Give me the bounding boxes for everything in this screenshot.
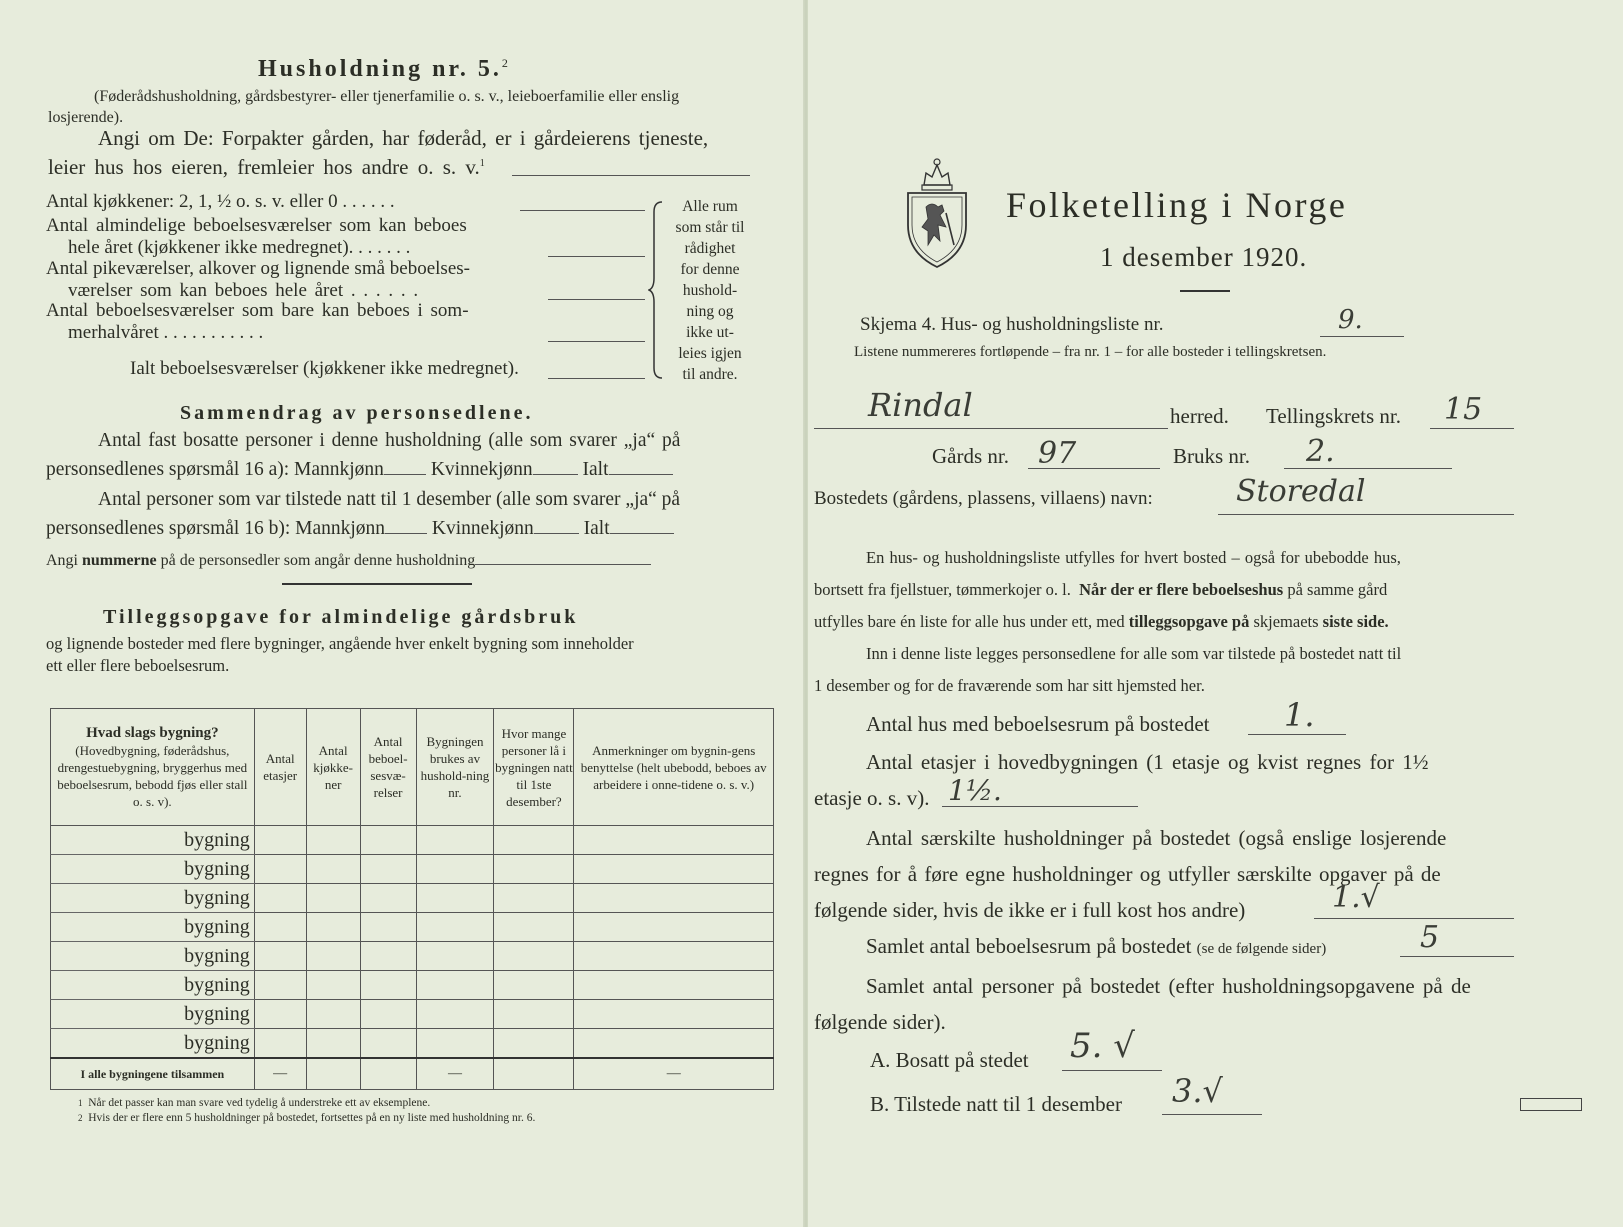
- rooms-summer-line1: Antal beboelsesværelser som bare kan beboes i som-: [46, 300, 469, 321]
- building-type-cell[interactable]: bygning: [51, 884, 255, 913]
- table-cell[interactable]: [416, 971, 494, 1000]
- farm-number-label: Gårds nr.: [932, 444, 1009, 468]
- printer-stamp-icon: [1520, 1098, 1582, 1111]
- resident-answer-value[interactable]: 5. √: [1070, 1026, 1135, 1066]
- instructions-line1: En hus- og husholdningsliste utfylles for hvert bosted – også for ubebodde hus,: [866, 548, 1401, 567]
- question-occupancy-line1: Angi om De: Forpakter gården, har føderåd, er i gårdeierens tjeneste,: [98, 126, 709, 150]
- floors-answer-value[interactable]: 1½.: [948, 774, 1002, 807]
- table-cell[interactable]: [254, 855, 306, 884]
- table-cell[interactable]: [254, 826, 306, 855]
- table-cell: [494, 1058, 574, 1090]
- household-title: Husholdning nr. 5.$^2$: [258, 56, 508, 82]
- table-cell[interactable]: [574, 855, 774, 884]
- divider: [282, 583, 472, 585]
- header-persons: Hvor mange personer lå i bygningen natt til 1ste desember?: [494, 709, 574, 826]
- houses-answer-value[interactable]: 1.: [1284, 696, 1315, 734]
- table-cell[interactable]: [360, 942, 416, 971]
- table-row: [51, 913, 774, 942]
- table-cell[interactable]: [360, 971, 416, 1000]
- header-building-type: Hvad slags bygning? (Hovedbygning, føderådshus, drengestuebygning, bryggerhus med beboelsesrum, bebodd fjøs eller stall o. s. v).: [51, 709, 255, 826]
- rooms-note-line: ikke ut-: [686, 324, 734, 341]
- rooms-note-line: som står til: [675, 219, 745, 236]
- total-dash: —: [254, 1058, 306, 1090]
- supplement-line2: ett eller flere beboelsesrum.: [46, 656, 230, 675]
- table-cell[interactable]: [254, 913, 306, 942]
- table-row: [51, 971, 774, 1000]
- instructions-line2: bortsett fra fjellstuer, tømmerkojer o. l. Når der er flere beboelseshus på samme gård: [814, 580, 1388, 599]
- form-number-value[interactable]: 9.: [1338, 305, 1363, 335]
- herred-value[interactable]: Rindal: [868, 386, 973, 424]
- header-floors: Antal etasjer: [254, 709, 306, 826]
- table-cell[interactable]: [254, 1029, 306, 1059]
- rooms-small-answer-line[interactable]: [548, 299, 645, 300]
- header-kitchens: Antal kjøkke-ner: [306, 709, 360, 826]
- table-cell[interactable]: [306, 971, 360, 1000]
- floors-question-line1: Antal etasjer i hovedbygningen (1 etasje og kvist regnes for 1½: [866, 750, 1429, 774]
- summary-heading: Sammendrag av personsedlene.: [180, 402, 534, 424]
- table-cell[interactable]: [254, 884, 306, 913]
- census-date: 1 desember 1920.: [1100, 242, 1308, 272]
- summary-numbers-line: Angi nummerne på de personsedler som angår denne husholdning: [46, 552, 651, 570]
- persons-question-line2: følgende sider).: [814, 1010, 946, 1034]
- table-cell[interactable]: [494, 971, 574, 1000]
- coat-of-arms-icon: [904, 155, 970, 270]
- kitchens-question: Antal kjøkkener: 2, 1, ½ o. s. v. eller 0 . . . . . .: [46, 191, 395, 212]
- table-cell[interactable]: [306, 855, 360, 884]
- buildings-table: [50, 708, 774, 1090]
- table-cell[interactable]: [416, 1000, 494, 1029]
- households-question-line2: regnes for å føre egne husholdninger og utfyller særskilte opgaver på de: [814, 862, 1441, 886]
- total-dash: —: [416, 1058, 494, 1090]
- table-cell[interactable]: [494, 1029, 574, 1059]
- total-label: I alle bygningene tilsammen: [51, 1058, 255, 1090]
- summary-present-line2: personsedlenes spørsmål 16 b): Mannkjønn Kvinnekjønn Ialt: [46, 518, 674, 540]
- census-title: Folketelling i Norge: [1006, 185, 1348, 225]
- table-cell[interactable]: [574, 826, 774, 855]
- building-type-cell[interactable]: bygning: [51, 942, 255, 971]
- table-cell[interactable]: [254, 1000, 306, 1029]
- form-number-line[interactable]: [1320, 336, 1404, 337]
- table-cell[interactable]: [306, 884, 360, 913]
- rooms-total-question: Ialt beboelsesværelser (kjøkkener ikke medregnet).: [130, 358, 519, 379]
- rooms-total-question: Samlet antal beboelsesrum på bostedet (se de følgende sider): [866, 934, 1327, 958]
- table-cell[interactable]: [416, 826, 494, 855]
- building-type-cell[interactable]: bygning: [51, 1029, 255, 1059]
- summary-residents-line2: personsedlenes spørsmål 16 a): Mannkjønn Kvinnekjønn Ialt: [46, 459, 673, 481]
- table-cell[interactable]: [306, 942, 360, 971]
- rooms-note-line: ning og: [686, 303, 734, 320]
- herred-line[interactable]: [814, 428, 1168, 429]
- divider: [1180, 290, 1230, 292]
- table-cell[interactable]: [574, 942, 774, 971]
- holding-number-value[interactable]: 2.: [1306, 434, 1335, 469]
- table-cell[interactable]: [254, 942, 306, 971]
- supplement-heading: Tilleggsopgave for almindelige gårdsbruk: [103, 606, 579, 628]
- rooms-total-answer-line[interactable]: [548, 378, 645, 379]
- table-cell[interactable]: [416, 913, 494, 942]
- rooms-note-line: rådighet: [684, 240, 736, 257]
- table-cell[interactable]: [306, 1029, 360, 1059]
- table-row: [51, 826, 774, 855]
- table-cell[interactable]: [306, 1000, 360, 1029]
- right-page: [808, 0, 1623, 1227]
- table-cell[interactable]: [494, 826, 574, 855]
- question-occupancy-line2: leier hus hos eieren, fremleier hos andre o. s. v.$^1$: [48, 155, 485, 179]
- houses-question: Antal hus med beboelsesrum på bostedet: [866, 712, 1210, 736]
- rooms-yearround-line2: hele året (kjøkkener ikke medregnet). . . . . . .: [68, 237, 411, 258]
- residence-name-value[interactable]: Storedal: [1236, 474, 1366, 509]
- table-cell[interactable]: [574, 971, 774, 1000]
- table-row: [51, 855, 774, 884]
- building-type-cell[interactable]: bygning: [51, 826, 255, 855]
- table-cell[interactable]: [494, 942, 574, 971]
- header-rooms: Antal beboel-sesvæ-relser: [360, 709, 416, 826]
- table-cell: [306, 1058, 360, 1090]
- table-cell[interactable]: [574, 913, 774, 942]
- footnote-1: 1 Når det passer kan man svare ved tydelig å understreke ett av eksemplene.: [78, 1097, 431, 1109]
- rooms-yearround-line1: Antal almindelige beboelsesværelser som kan beboes: [46, 215, 467, 236]
- farm-number-value[interactable]: 97: [1038, 436, 1077, 471]
- rooms-note-line: hushold-: [682, 282, 738, 299]
- table-cell[interactable]: [306, 913, 360, 942]
- table-cell[interactable]: [416, 884, 494, 913]
- table-cell[interactable]: [574, 1029, 774, 1059]
- rooms-summer-answer-line[interactable]: [548, 341, 645, 342]
- households-question-line1: Antal særskilte husholdninger på bostedet (også enslige losjerende: [866, 826, 1447, 850]
- table-cell[interactable]: [494, 855, 574, 884]
- persons-question-line1: Samlet antal personer på bostedet (efter husholdningsopgavene på de: [866, 974, 1471, 998]
- table-cell[interactable]: [360, 826, 416, 855]
- header-household-nr: Bygningen brukes av hushold-ning nr.: [416, 709, 494, 826]
- table-row: [51, 1029, 774, 1059]
- table-cell[interactable]: [360, 855, 416, 884]
- rooms-note: [664, 196, 756, 385]
- instructions-line4: Inn i denne liste legges personsedlene for alle som var tilstede på bostedet natt til: [866, 644, 1402, 663]
- district-line[interactable]: [1430, 428, 1514, 429]
- table-cell[interactable]: [416, 855, 494, 884]
- instructions-line5: 1 desember og for de fraværende som har sitt hjemsted her.: [814, 676, 1205, 695]
- table-cell[interactable]: [254, 971, 306, 1000]
- rooms-summer-line2: merhalvåret . . . . . . . . . . .: [68, 322, 264, 343]
- table-cell[interactable]: [574, 884, 774, 913]
- table-cell[interactable]: [494, 884, 574, 913]
- residence-name-label: Bostedets (gårdens, plassens, villaens) navn:: [814, 488, 1153, 509]
- header-remarks: Anmerkninger om bygnin-gens benyttelse (helt ubebodd, beboes av arbeidere i onne-tidene o. s. v.): [574, 709, 774, 826]
- numbering-note: Listene nummereres fortløpende – fra nr. 1 – for alle bosteder i tellingskretsen.: [854, 344, 1327, 360]
- resident-label: A. Bosatt på stedet: [870, 1048, 1029, 1072]
- resident-answer-line[interactable]: [1062, 1070, 1162, 1071]
- rooms-yearround-answer-line[interactable]: [548, 256, 645, 257]
- holding-number-label: Bruks nr.: [1173, 444, 1251, 468]
- total-dash: —: [574, 1058, 774, 1090]
- houses-answer-line[interactable]: [1248, 734, 1346, 735]
- building-type-cell[interactable]: bygning: [51, 1000, 255, 1029]
- left-page: [0, 0, 806, 1227]
- kitchens-answer-line[interactable]: [520, 210, 645, 211]
- building-type-cell[interactable]: bygning: [51, 971, 255, 1000]
- form-number-label: Skjema 4. Hus- og husholdningsliste nr.: [860, 314, 1164, 335]
- table-cell[interactable]: [306, 826, 360, 855]
- table-cell[interactable]: [360, 1000, 416, 1029]
- households-question-line3: følgende sider, hvis de ikke er i full kost hos andre): [814, 898, 1246, 922]
- table-cell[interactable]: [360, 913, 416, 942]
- supplement-line1: og lignende bosteder med flere bygninger, angående hver enkelt bygning som inneholder: [46, 634, 634, 653]
- buildings-table-header: [51, 709, 774, 826]
- herred-label: herred.: [1170, 404, 1229, 428]
- table-row: [51, 1000, 774, 1029]
- district-label: Tellingskrets nr.: [1266, 404, 1402, 428]
- summary-residents-line1: Antal fast bosatte personer i denne husholdning (alle som svarer „ja“ på: [98, 430, 681, 451]
- present-answer-value[interactable]: 3.√: [1172, 1072, 1223, 1110]
- rooms-note-line: Alle rum: [682, 198, 738, 215]
- table-cell[interactable]: [360, 884, 416, 913]
- table-row: [51, 884, 774, 913]
- households-answer-value[interactable]: 1.√: [1332, 880, 1380, 915]
- table-cell[interactable]: [494, 913, 574, 942]
- rooms-small-line2: værelser som kan beboes hele året . . . . . .: [68, 280, 419, 301]
- building-type-cell[interactable]: bygning: [51, 855, 255, 884]
- household-subtitle: (Føderådshusholdning, gårdsbestyrer- eller tjenerfamilie o. s. v., leieboerfamilie eller enslig losjerende).: [48, 88, 680, 126]
- residence-name-line[interactable]: [1218, 514, 1514, 515]
- occupancy-answer-line[interactable]: [512, 175, 750, 176]
- rooms-note-line: leies igjen: [678, 345, 742, 362]
- table-cell[interactable]: [360, 1029, 416, 1059]
- district-value[interactable]: 15: [1444, 392, 1483, 427]
- table-cell[interactable]: [416, 942, 494, 971]
- footnote-2: 2 Hvis der er flere enn 5 husholdninger på bostedet, fortsettes på en ny liste med husholdning nr. 6.: [78, 1112, 536, 1124]
- rooms-note-line: til andre.: [682, 366, 738, 383]
- table-total-row: [51, 1058, 774, 1090]
- table-cell[interactable]: [494, 1000, 574, 1029]
- building-type-cell[interactable]: bygning: [51, 913, 255, 942]
- floors-question-line2: etasje o. s. v).: [814, 786, 930, 810]
- rooms-small-line1: Antal pikeværelser, alkover og lignende små beboelses-: [46, 258, 470, 279]
- rooms-total-answer-line[interactable]: [1400, 956, 1514, 957]
- rooms-total-answer-value[interactable]: 5: [1420, 920, 1440, 955]
- rooms-note-line: for denne: [680, 261, 740, 278]
- households-answer-line[interactable]: [1314, 918, 1514, 919]
- instructions-line3: utfylles bare én liste for alle hus under ett, med tilleggsopgave på skjemaets siste side.: [814, 612, 1389, 631]
- table-row: [51, 942, 774, 971]
- table-cell[interactable]: [574, 1000, 774, 1029]
- summary-present-line1: Antal personer som var tilstede natt til 1 desember (alle som svarer „ja“ på: [98, 489, 681, 510]
- table-cell[interactable]: [416, 1029, 494, 1059]
- table-cell: [360, 1058, 416, 1090]
- present-label: B. Tilstede natt til 1 desember: [870, 1092, 1122, 1116]
- present-answer-line[interactable]: [1162, 1114, 1262, 1115]
